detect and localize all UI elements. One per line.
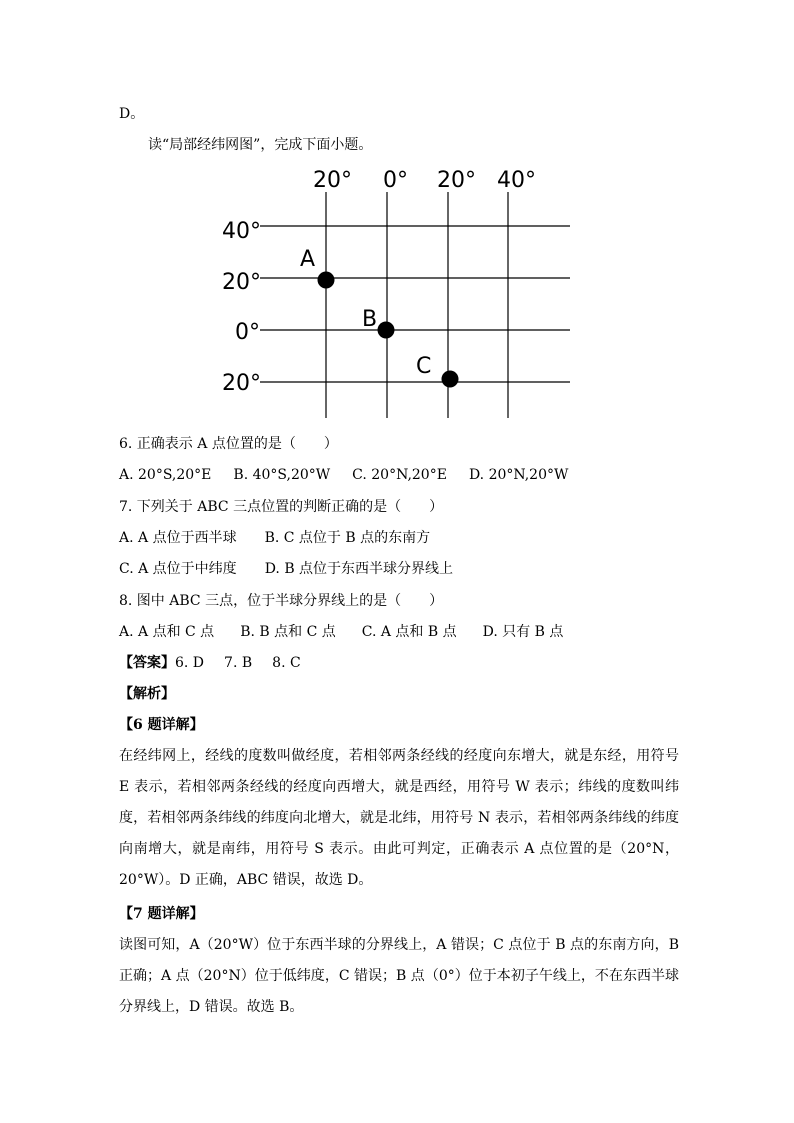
question-6-stem: 6. 正确表示 A 点位置的是（ ） bbox=[119, 436, 338, 452]
longitude-label-2: 0° bbox=[383, 168, 408, 193]
answer-line bbox=[119, 653, 321, 673]
point-b-label: B bbox=[362, 307, 378, 332]
q6-option-b: B. 40°S,20°W bbox=[233, 467, 331, 483]
latitude-label-1: 40° bbox=[222, 219, 261, 244]
question-8-options bbox=[119, 622, 563, 642]
point-a-label: A bbox=[300, 247, 316, 272]
answer-6: 6. D bbox=[175, 655, 205, 671]
analysis-label: 【解析】 bbox=[119, 686, 175, 702]
q6-option-a: A. 20°S,20°E bbox=[119, 467, 212, 483]
reading-prompt: 读“局部经纬网图”，完成下面小题。 bbox=[148, 137, 373, 153]
q7-option-a: A. A 点位于西半球 bbox=[119, 530, 237, 546]
point-c-label: C bbox=[416, 354, 432, 379]
q8-option-a: A. A 点和 C 点 bbox=[119, 624, 215, 640]
answer-label: 【答案】 bbox=[119, 655, 175, 671]
q8-option-b: B. B 点和 C 点 bbox=[240, 624, 336, 640]
answer-8: 8. C bbox=[272, 655, 301, 671]
q7-option-b: B. C 点位于 B 点的东南方 bbox=[264, 530, 431, 546]
longitude-label-1: 20° bbox=[313, 168, 352, 193]
q6-option-d: D. 20°N,20°W bbox=[468, 467, 569, 483]
latitude-label-4: 20° bbox=[222, 371, 261, 396]
q8-option-c: C. A 点和 B 点 bbox=[361, 624, 457, 640]
detail-7-text: 读图可知，A（20°W）位于东西半球的分界线上，A 错误；C 点位于 B 点的东南方向，B 正确；A 点（20°N）位于低纬度，C 错误；B 点（0°）位于本初子午线上，不在东西半球分界线上，D 错误。故选 B。 bbox=[119, 937, 679, 1015]
detail-7-label: 【7 题详解】 bbox=[119, 906, 204, 922]
grid-svg bbox=[200, 160, 600, 425]
lat-long-grid-map bbox=[200, 160, 600, 425]
question-8-stem: 8. 图中 ABC 三点，位于半球分界线上的是（ ） bbox=[119, 593, 444, 609]
previous-answer-tail: D。 bbox=[119, 106, 145, 122]
q8-option-d: D. 只有 B 点 bbox=[482, 624, 564, 640]
point-a-dot bbox=[318, 272, 335, 289]
question-7-options-row-1 bbox=[119, 528, 430, 548]
q7-option-c: C. A 点位于中纬度 bbox=[119, 561, 237, 577]
question-6-options bbox=[119, 465, 568, 485]
question-7-options-row-2 bbox=[119, 559, 453, 579]
longitude-label-4: 40° bbox=[497, 168, 536, 193]
question-7-stem: 7. 下列关于 ABC 三点位置的判断正确的是（ ） bbox=[119, 499, 444, 515]
detail-6-label: 【6 题详解】 bbox=[119, 717, 204, 733]
answer-7: 7. B bbox=[224, 655, 253, 671]
point-b-dot bbox=[378, 322, 395, 339]
latitude-label-2: 20° bbox=[222, 270, 261, 295]
q6-option-c: C. 20°N,20°E bbox=[352, 467, 447, 483]
latitude-label-3: 0° bbox=[235, 320, 260, 345]
detail-6-text: 在经纬网上，经线的度数叫做经度，若相邻两条经线的经度向东增大，就是东经，用符号 E 表示，若相邻两条经线的经度向西增大，就是西经，用符号 W 表示；纬线的度数叫纬度，若相邻两条纬线的纬度向北增大，就是北纬，用符号 N 表示，若相邻两条纬线的纬度向南增大，就是南纬，用符号 S 表示。由此可判定，正确表示 A 点位置的是（20°N，20°W）。D 正确，ABC 错误，故选 D。 bbox=[119, 748, 679, 888]
q7-option-d: D. B 点位于东西半球分界线上 bbox=[264, 561, 454, 577]
longitude-label-3: 20° bbox=[437, 168, 476, 193]
point-c-dot bbox=[442, 371, 459, 388]
